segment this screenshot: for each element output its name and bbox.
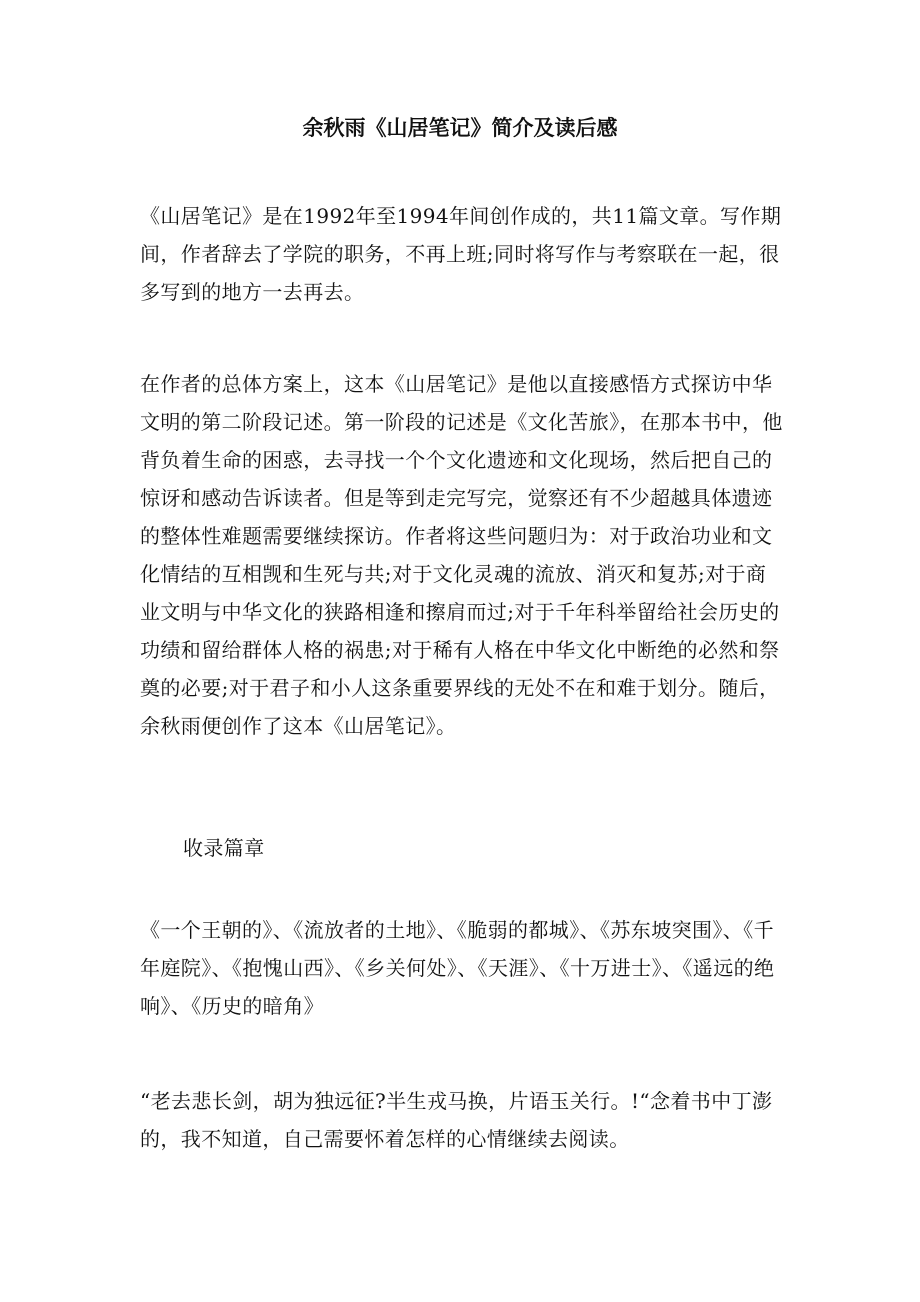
paragraph-background: 在作者的总体方案上，这本《山居笔记》是他以直接感悟方式探访中华文明的第二阶段记述。第一阶段的记述是《文化苦旅》，在那本书中，他背负着生命的困惑，去寻找一个个文化遗迹和文化现场，然后把自己的惊讶和感动告诉读者。但是等到走完写完，觉察还有不少超越具体遗迹的整体性难题需要继续探访。作者将这些问题归为：对于政治功业和文化情结的互相觊和生死与共;对于文化灵魂的流放、消灭和复苏;对于商业文明与中华文化的狭路相逢和擦肩而过;对于千年科举留给社会历史的功绩和留给群体人格的祸患;对于稀有人格在中华文化中断绝的必然和祭奠的必要;对于君子和小人这条重要界线的无处不在和难于划分。随后，余秋雨便创作了这本《山居笔记》。 — [140, 372, 783, 738]
paragraph-essay-list: 《一个王朝的》、《流放者的土地》、《脆弱的都城》、《苏东坡突围》、《千年庭院》、《抱愧山西》、《乡关何处》、《天涯》、《十万进士》、《遥远的绝响》、《历史的暗角》 — [140, 918, 775, 1018]
paragraph-intro: 《山居笔记》是在1992年至1994年间创作成的，共11篇文章。写作期间，作者辞去了学院的职务，不再上班;同时将写作与考察联在一起，很多写到的地方一去再去。 — [140, 204, 782, 304]
paragraph-reflection: “老去悲长剑，胡为独远征?半生戎马换，片语玉关行。!“念着书中丁澎的，我不知道，自己需要怀着怎样的心情继续去阅读。 — [140, 1089, 773, 1151]
section-heading-collected-essays: 收录篇章 — [183, 836, 265, 860]
document-title: 余秋雨《山居笔记》简介及读后感 — [302, 115, 618, 140]
